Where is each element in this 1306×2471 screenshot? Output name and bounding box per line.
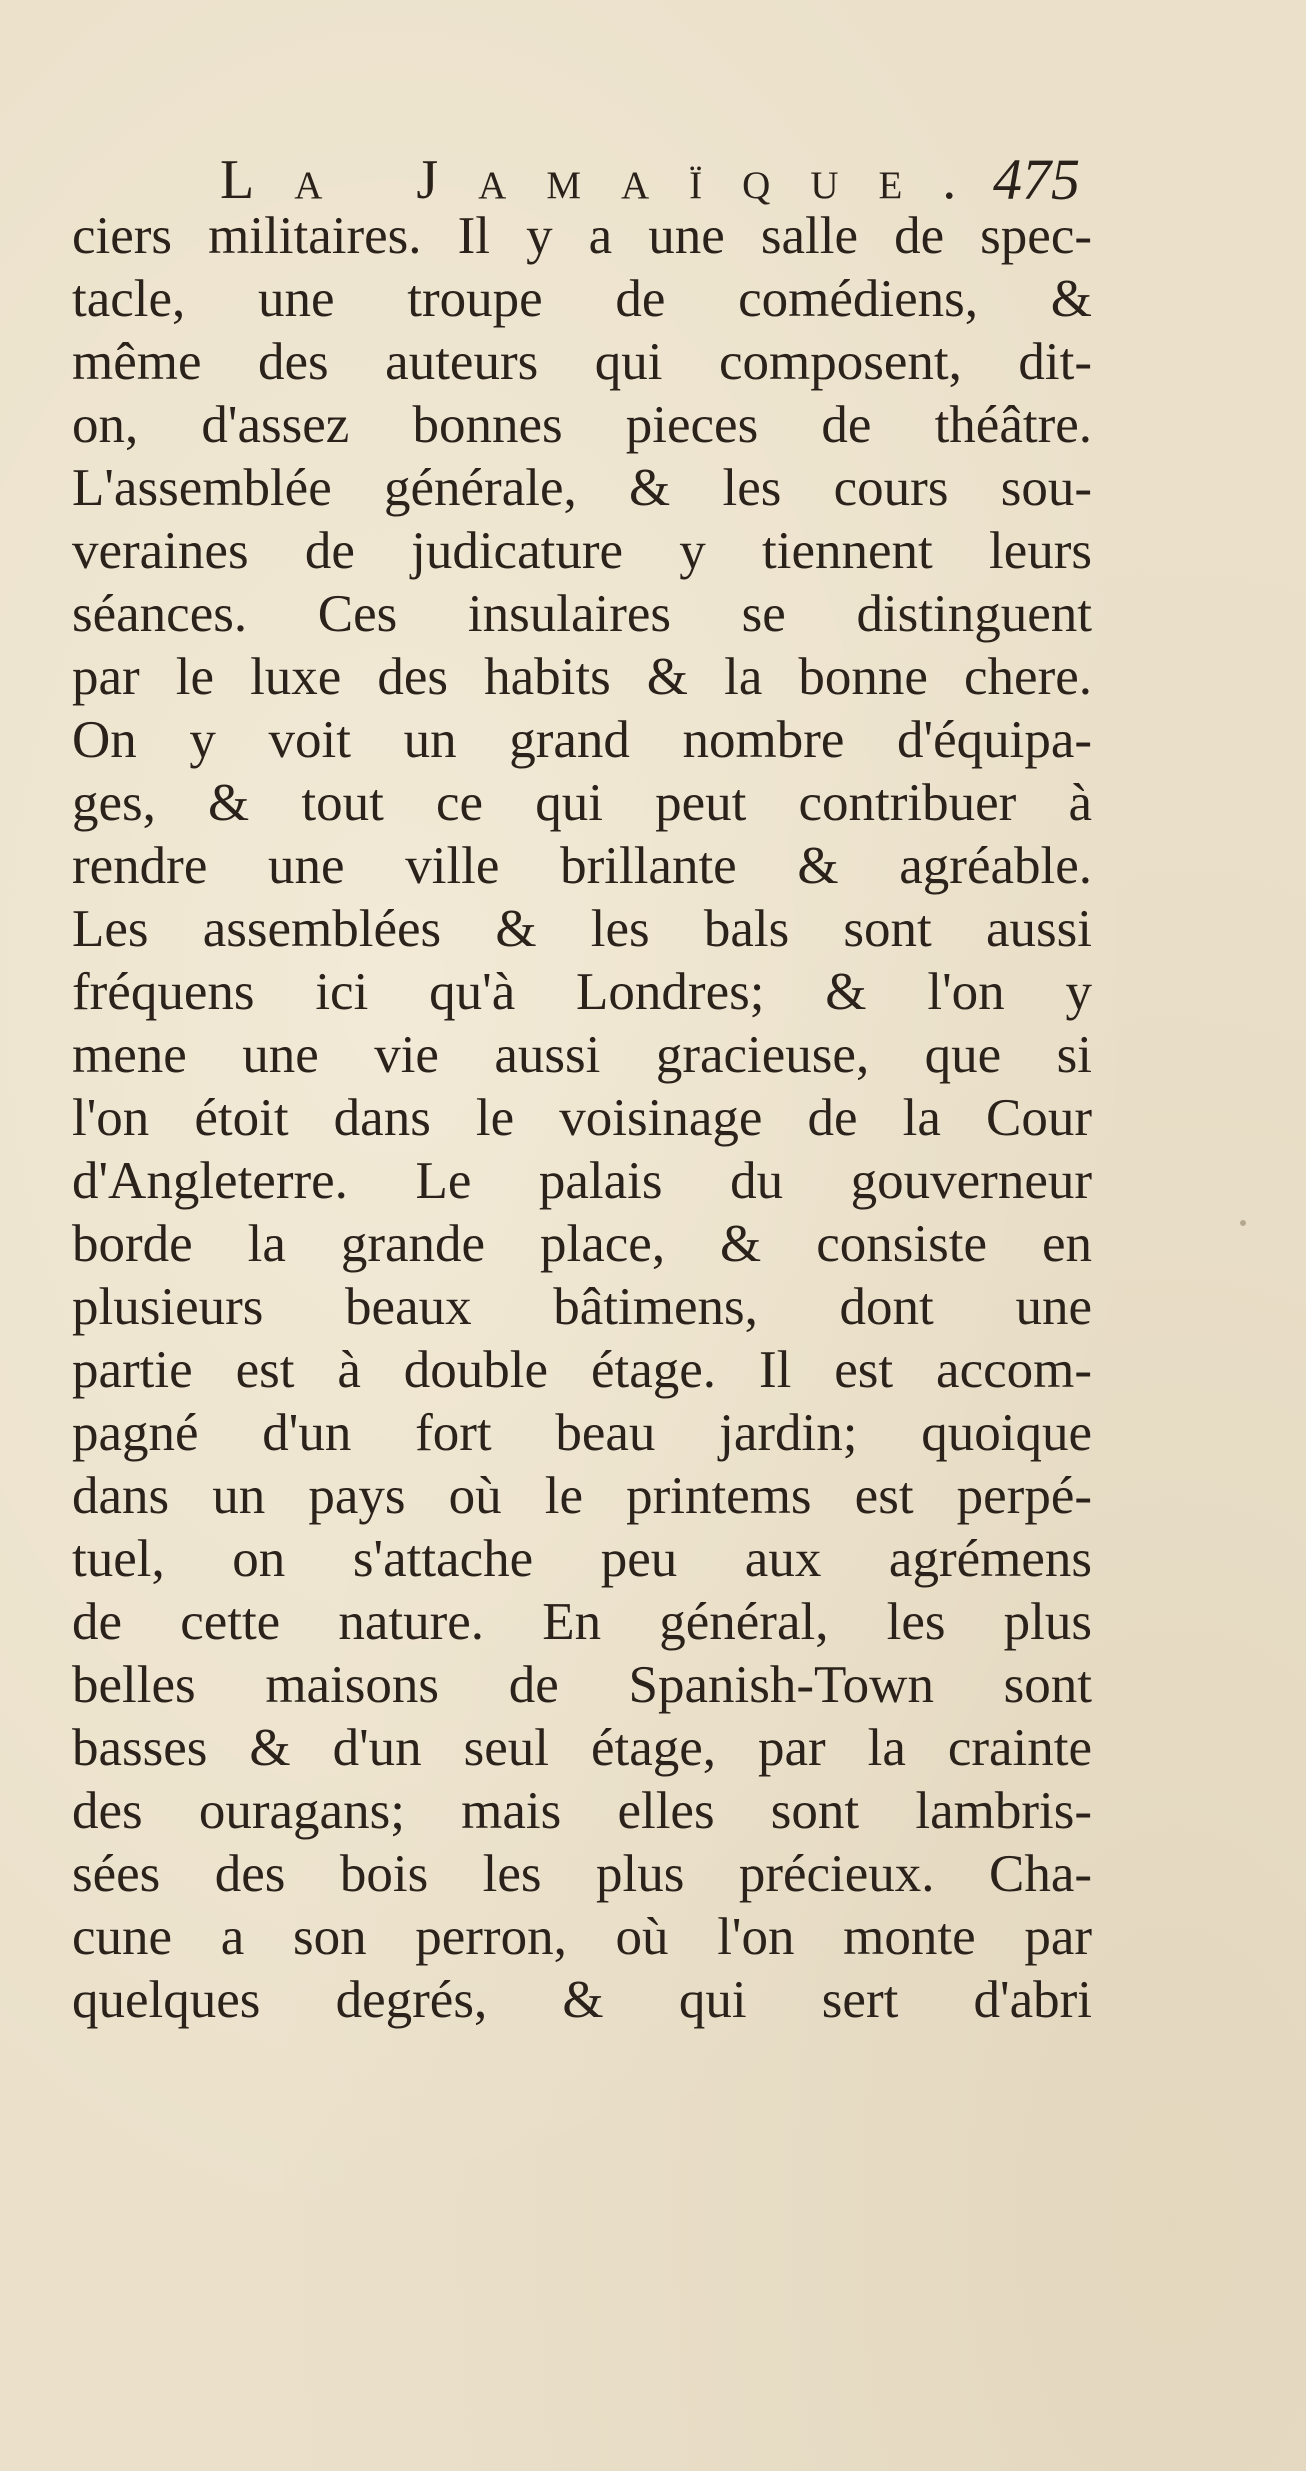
text-line: séances. Ces insulaires se distinguent [72,585,1092,643]
text-line: fréquens ici qu'à Londres; & l'on y [72,963,1092,1021]
text-line: dans un pays où le printems est perpé- [72,1467,1092,1525]
paper-blemish [1240,1220,1246,1226]
body-text [72,205,1092,2032]
text-line: on, d'assez bonnes pieces de théâtre. [72,396,1092,454]
text-line: tacle, une troupe de comédiens, & [72,270,1092,328]
text-line: L'assemblée générale, & les cours sou- [72,459,1092,517]
text-line: belles maisons de Spanish-Town sont [72,1656,1092,1714]
text-line: ciers militaires. Il y a une salle de spec- [72,207,1092,265]
text-line: quelques degrés, & qui sert d'abri [72,1971,1092,2029]
text-line: basses & d'un seul étage, par la crainte [72,1719,1092,1777]
text-line: partie est à double étage. Il est accom- [72,1341,1092,1399]
text-line: même des auteurs qui composent, dit- [72,333,1092,391]
text-line: rendre une ville brillante & agréable. [72,837,1092,895]
text-line: des ouragans; mais elles sont lambris- [72,1782,1092,1840]
running-title: La Jamaïque. [220,149,997,211]
text-line: l'on étoit dans le voisinage de la Cour [72,1089,1092,1147]
text-line: de cette nature. En général, les plus [72,1593,1092,1651]
text-line: mene une vie aussi gracieuse, que si [72,1026,1092,1084]
text-line: pagné d'un fort beau jardin; quoique [72,1404,1092,1462]
text-line: d'Angleterre. Le palais du gouverneur [72,1152,1092,1210]
text-line: On y voit un grand nombre d'équipa- [72,711,1092,769]
text-line: veraines de judicature y tiennent leurs [72,522,1092,580]
text-line: ges, & tout ce qui peut contribuer à [72,774,1092,832]
text-line: sées des bois les plus précieux. Cha- [72,1845,1092,1903]
text-line: plusieurs beaux bâtimens, dont une [72,1278,1092,1336]
text-line: tuel, on s'attache peu aux agrémens [72,1530,1092,1588]
text-line: borde la grande place, & consiste en [72,1215,1092,1273]
text-line: Les assemblées & les bals sont aussi [72,900,1092,958]
page-number: 475 [993,147,1080,212]
text-line: cune a son perron, où l'on monte par [72,1908,1092,1966]
text-line: par le luxe des habits & la bonne chere. [72,648,1092,706]
